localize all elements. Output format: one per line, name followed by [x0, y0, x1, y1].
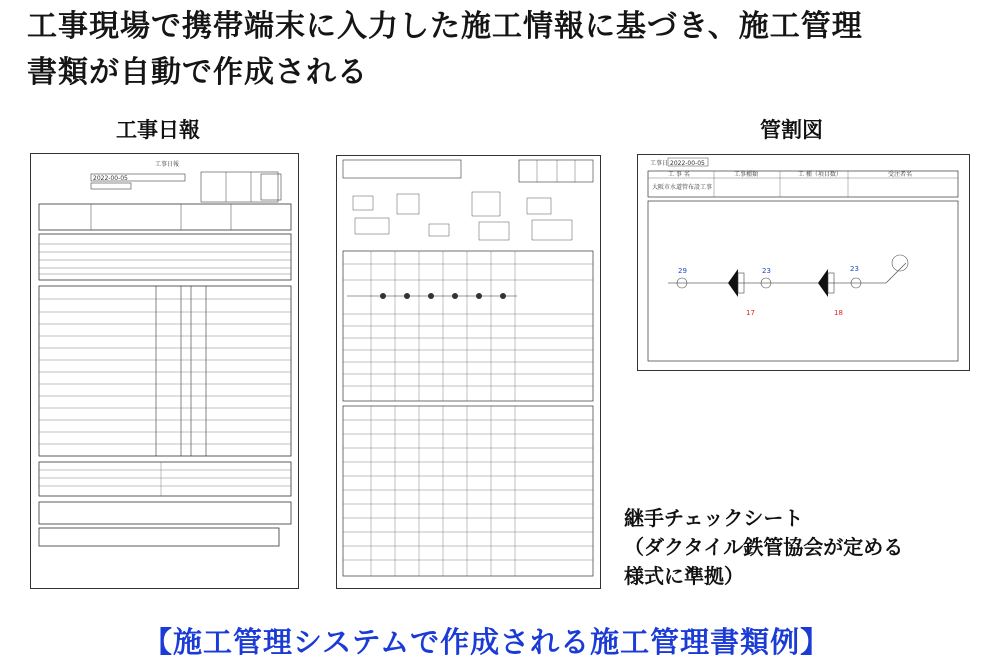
headline-line-1: 工事現場で携帯端末に入力した施工情報に基づき、施工管理: [27, 9, 863, 44]
joint-check-sheet-document: [336, 155, 601, 589]
pipe-header-contractor: 受注者名: [888, 171, 913, 178]
pipe-marker-red-2: 18: [834, 309, 843, 317]
pipe-header-type: 工事種類: [734, 171, 759, 178]
daily-report-doc-date: 2022-00-05: [93, 175, 128, 182]
pipe-marker-red-1: 17: [746, 309, 755, 317]
figure-caption: 【施工管理システムで作成される施工管理書類例】: [143, 625, 831, 659]
daily-report-document: [30, 153, 299, 589]
pipe-marker-blue-2: 23: [762, 267, 771, 275]
pipe-marker-blue-1: 29: [678, 267, 687, 275]
pipe-doc-date-label: 工事日: [650, 160, 669, 167]
pipe-layout-document: [637, 154, 970, 371]
pipe-header-project: 工 事 名: [668, 171, 690, 178]
pipe-layout-drawing: [638, 155, 969, 370]
pipe-doc-date: 2022-00-05: [670, 160, 705, 167]
daily-report-form: [31, 154, 298, 588]
joint-sheet-label-line-2: （ダクタイル鉄管協会が定める: [624, 535, 904, 559]
pipe-diagram-label: 管割図: [760, 118, 823, 142]
daily-report-label: 工事日報: [116, 118, 200, 142]
joint-sheet-label-line-3: 様式に準拠）: [624, 564, 744, 588]
pipe-project-name: 大阪市水道管布設工事: [652, 184, 713, 191]
pipe-header-work: 工 種（項目数）: [798, 171, 842, 178]
joint-sheet-label-line-1: 継手チェックシート: [624, 506, 804, 530]
pipe-marker-blue-3: 23: [850, 265, 859, 273]
joint-check-sheet-form: [337, 156, 600, 588]
headline-line-2: 書類が自動で作成される: [27, 55, 368, 90]
headline: [27, 4, 977, 96]
joint-sheet-label: [624, 504, 903, 591]
daily-report-doc-title: 工事日報: [155, 161, 180, 168]
